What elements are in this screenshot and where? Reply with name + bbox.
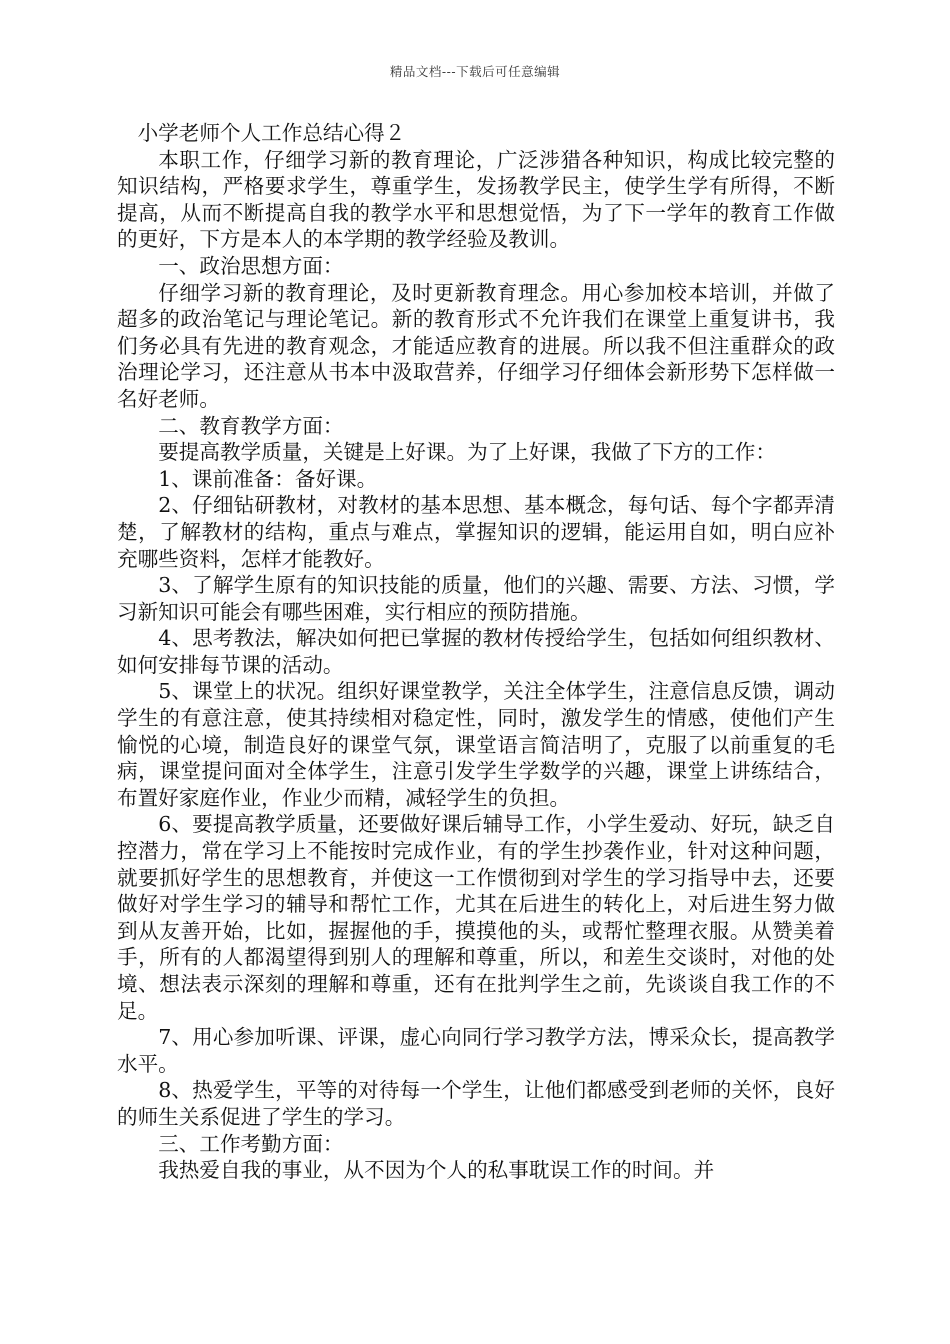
document-body	[117, 120, 835, 1184]
section-heading-teaching: 二、教育教学方面：	[158, 413, 344, 438]
document-title: 小学老师个人工作总结心得２	[137, 121, 406, 145]
list-item-3: 3、了解学生原有的知识技能的质量，他们的兴趣、需要、方法、习惯，学习新知识可能会有哪些困难，实行相应的预防措施。	[117, 573, 835, 624]
section-heading-politics: 一、政治思想方面：	[158, 253, 344, 278]
paragraph-politics: 仔细学习新的教育理论，及时更新教育理念。用心参加校本培训，并做了超多的政治笔记与理论笔记。新的教育形式不允许我们在课堂上重复讲书，我们务必具有先进的教育观念，才能适应教育的进展。所以我不但注重群众的政治理论学习，还注意从书本中汲取营养，仔细学习仔细体会新形势下怎样做一名好老师。	[117, 280, 835, 411]
list-item-4: 4、思考教法，解决如何把已掌握的教材传授给学生，包括如何组织教材、如何安排每节课的活动。	[117, 626, 835, 677]
paragraph-intro: 本职工作，仔细学习新的教育理论，广泛涉猎各种知识，构成比较完整的知识结构，严格要求学生，尊重学生，发扬教学民主，使学生学有所得，不断提高，从而不断提高自我的教学水平和思想觉悟，为了下一学年的教育工作做的更好，下方是本人的本学期的教学经验及教训。	[117, 147, 835, 252]
list-item-5: 5、课堂上的状况。组织好课堂教学，关注全体学生，注意信息反馈，调动学生的有意注意，使其持续相对稳定性，同时，激发学生的情感，使他们产生愉悦的心境，制造良好的课堂气氛，课堂语言简洁明了，克服了以前重复的毛病，课堂提问面对全体学生，注意引发学生学数学的兴趣，课堂上讲练结合，布置好家庭作业，作业少而精，减轻学生的负担。	[117, 679, 835, 810]
page-header: 精品文档---下载后可任意编辑	[389, 64, 561, 79]
list-item-1: 1、课前准备：备好课。	[158, 466, 378, 491]
list-item-2: 2、仔细钻研教材，对教材的基本思想、基本概念，每句话、每个字都弄清楚，了解教材的结构，重点与难点，掌握知识的逻辑，能运用自如，明白应补充哪些资料，怎样才能教好。	[117, 493, 835, 571]
list-item-7: 7、用心参加听课、评课，虚心向同行学习教学方法，博采众长，提高教学水平。	[117, 1025, 835, 1076]
list-item-8: 8、热爱学生，平等的对待每一个学生，让他们都感受到老师的关怀，良好的师生关系促进了学生的学习。	[117, 1078, 835, 1129]
paragraph-teaching-intro: 要提高教学质量，关键是上好课。为了上好课，我做了下方的工作：	[158, 440, 776, 465]
section-heading-attendance: 三、工作考勤方面：	[158, 1131, 344, 1156]
paragraph-attendance: 我热爱自我的事业，从不因为个人的私事耽误工作的时间。并	[158, 1158, 715, 1183]
list-item-6: 6、要提高教学质量，还要做好课后辅导工作，小学生爱动、好玩，缺乏自控潜力，常在学习上不能按时完成作业，有的学生抄袭作业，针对这种问题，就要抓好学生的思想教育，并使这一工作惯彻到对学生的学习指导中去，还要做好对学生学习的辅导和帮忙工作，尤其在后进生的转化上，对后进生努力做到从友善开始，比如，握握他的手，摸摸他的头，或帮忙整理衣服。从赞美着手，所有的人都渴望得到别人的理解和尊重，所以，和差生交谈时，对他的处境、想法表示深刻的理解和尊重，还有在批判学生之前，先谈谈自我工作的不足。	[117, 812, 835, 1023]
